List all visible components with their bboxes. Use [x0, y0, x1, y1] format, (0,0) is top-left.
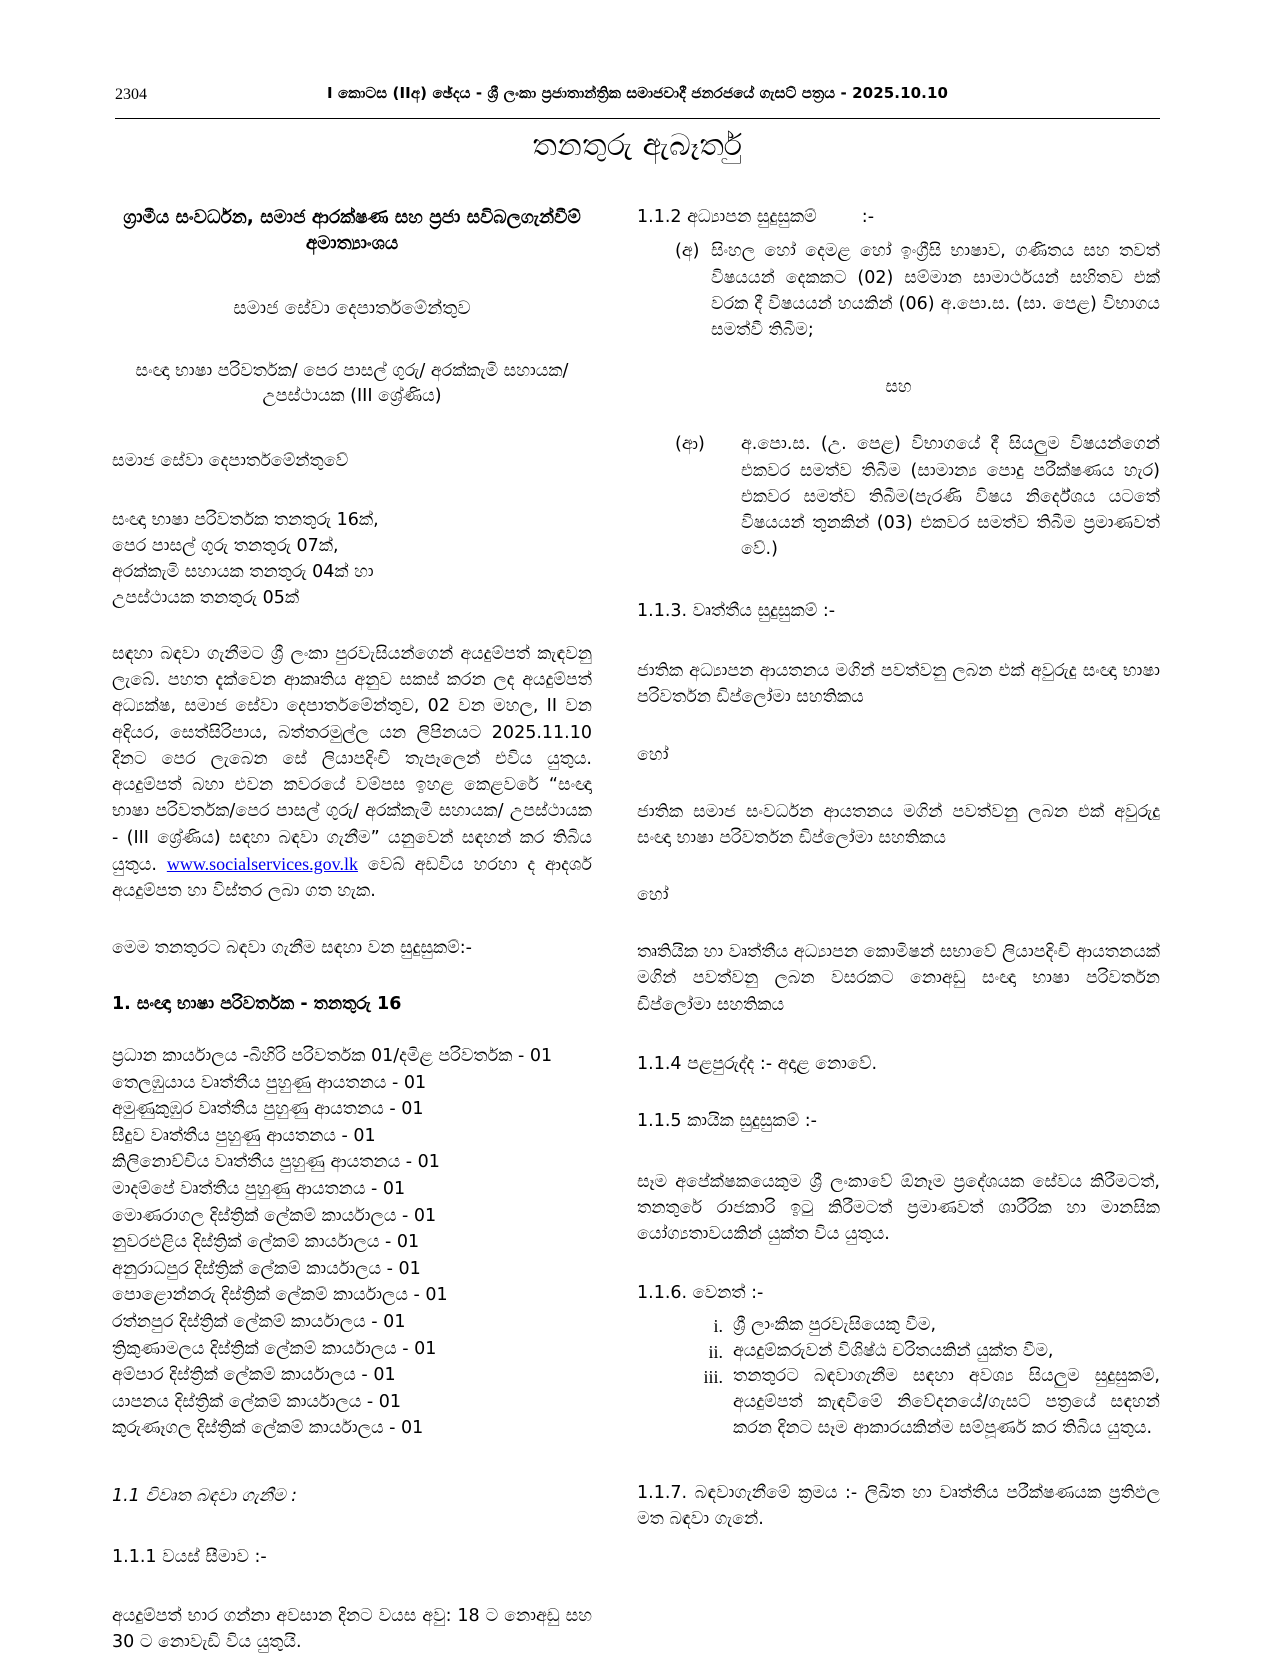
page-number: 2304 [115, 86, 147, 103]
department-heading: සමාජ සේවා දෙපාර්තමේන්තුව [233, 297, 471, 319]
post-titles: සංඥා භාෂා පරිවර්තක/ පෙර පාසල් ගුරු/ අරක්කැමි සහායක/ උපස්ථායක (III ශ්‍රේණිය) [135, 361, 569, 407]
list-item: සීදුව වෘත්තීය පුහුණු ආයතනය - 01 [112, 1125, 376, 1146]
application-text-part2: වෙබ් අඩවිය හරහා ද ආදර්ශ අයදුම්පත හා විස්තර ලබා ගත හැක. [112, 854, 592, 902]
section-1-1-5-heading: 1.1.5 කායික සුදුසුකම් :- [637, 1111, 817, 1132]
section-1-1-4: 1.1.4 පළපුරුද්ද :- අදාළ නොවේ. [637, 1053, 878, 1074]
list-item: පොළොන්නරු දිස්ත්‍රික් ලේකම් කාර්යාලය - 01 [112, 1285, 448, 1306]
list-item [637, 431, 1160, 562]
conjunction-or-1: හෝ [637, 744, 669, 765]
list-item: කිලිනොච්චිය වෘත්තීය පුහුණු ආයතනය - 01 [112, 1152, 440, 1173]
section-1-1-2-label: 1.1.2 අධ්‍යාපන සුදුසුකම් [637, 207, 817, 227]
list-item [637, 238, 1160, 343]
list-item: ප්‍රධාන කාර්යාලය -බිහිරි පරිවර්තක 01/දමිළ පරිවර්තක - 01 [112, 1046, 553, 1067]
section-1-1-1-heading: 1.1.1 වයස් සීමාව :- [112, 1547, 267, 1568]
professional-qualification-1: ජාතික අධ්‍යාපන ආයතනය මගින් පවත්වනු ලබන එක් අවුරුදු සංඥා භාෂා පරිවර්තන ඩිප්ලෝමා සහතිකය [637, 661, 1160, 708]
other-requirements-list [637, 1313, 1160, 1442]
education-qualification-list-2 [637, 431, 1160, 562]
section-1-1-7: 1.1.7. බඳවාගැනීමේ ක්‍රමය :- ලිඛිත හා වෘත්තීය පරීක්ෂණයක ප්‍රතිඵල මත බඳවා ගැනේ. [637, 1483, 1160, 1530]
left-column [112, 205, 592, 1655]
section-1-1-6-heading: 1.1.6. වෙනත් :- [637, 1283, 764, 1304]
item-marker: i. [713, 1315, 723, 1336]
item-text: තනතුරට බඳවාගැනීම සඳහා අවශ්‍ය සියලුම සුදුසුකම්, අයදුම්පත් කැඳවීමේ නිවේදනයේ/ගැසට් පත්‍රයේ සඳහන් කරන දිනට සෑම ආකාරයකින්ම සම්පූර්ණ කර තිබිය යුතුය. [733, 1366, 1160, 1439]
running-title: I කොටස (IIඅ) ඡේදය - ශ්‍රී ලංකා ප්‍රජාතාන්ත්‍රික සමාජවාදී ජනරජයේ ගැසට් පත්‍රය - 2025.10.10 [326, 84, 949, 102]
physical-qualification-text: සෑම අපේක්ෂකයෙකුම ශ්‍රී ලංකාවේ ඕනෑම ප්‍රදේශයක සේවය කිරීමටත්, තනතුරේ රාජකාරි ඉටු කිරීමටත් ප්‍රමාණවත් ශාරීරික හා මානසික යෝග්‍යතාවයකින් යුක්ත විය යුතුය. [637, 1171, 1160, 1244]
vacancy-counts [112, 507, 592, 611]
list-item: රත්නපුර දිස්ත්‍රික් ලේකම් කාර්යාලය - 01 [112, 1312, 406, 1333]
ministry-heading: ග්‍රාමීය සංවර්ධන, සමාජ ආරක්ෂණ සහ ප්‍රජා සවිබලගැන්වීම් අමාත්‍යාංශය [123, 207, 581, 255]
section-1-1-2-heading [637, 205, 1160, 230]
section-1-heading: 1. සංඥා භාෂා පරිවර්තක - තනතුරු 16 [112, 993, 402, 1014]
application-instructions [112, 641, 592, 905]
list-item [637, 1339, 1160, 1365]
conjunction-and: සහ [885, 377, 912, 398]
item-text: අයදුම්කරුවන් විශිෂ්ඨ චරිතයකින් යුක්ත වීම, [733, 1340, 1054, 1361]
list-item [637, 1364, 1160, 1442]
application-text-part1: සඳහා බඳවා ගැනීමට ශ්‍රී ලංකා පුරවැසියන්ගෙන් අයදුම්පත් කැඳවනු ලැබේ. පහත දැක්වෙන ආකෘතිය අනුව සකස් කරන ලද අයදුම්පත් අධ්‍යක්ෂ, සමාජ සේවා දෙපාර්තමේන්තුව, 02 වන මහල, II වන අදියර, සෙත්සිරිපාය, බත්තරමුල්ල යන ලිපිනයට 2025.11.10 දිනට පෙර ලැබෙන සේ ලියාපදිංචි තැපෑලෙන් එවිය යුතුය. අයදුම්පත් බහා එවන කවරයේ වම්පස ඉහළ කෙළවරේ “සංඥා භාෂා පරිවර්තක/පෙර පාසල් ගුරු/ අරක්කැමි සහායක/ උපස්ථායක - (III ශ්‍රේණිය) සඳහා බඳවා ගැනීම” යනුවෙන් සඳහන් කර තිබිය යුතුය. [112, 643, 592, 875]
item-marker: (ආ) [675, 434, 705, 455]
item-text: අ.පො.ස. (උ. පෙළ) විභාගයේ දී සියලුම විෂයන්ගෙන් එකවර සමත්ව තිබීම (සාමාන්‍ය පොදු පරීක්ෂණය හැර) එකවර සමත්ව තිබීම(පැරණි විෂය නිර්දේශය යටතේ විෂයයන් තුනකින් (03) එකවර සමත්ව තිබීම ප්‍රමාණවත් වේ.) [741, 434, 1160, 560]
list-item: අනුරාධපුර දිස්ත්‍රික් ලේකම් කාර්යාලය - 01 [112, 1258, 421, 1279]
website-link[interactable]: www.socialservices.gov.lk [166, 853, 358, 874]
list-item [637, 1313, 1160, 1339]
header-divider [115, 118, 1160, 119]
professional-qualification-2: ජාතික සමාජ සංවර්ධන ආයතනය මගින් පවත්වනු ලබන එක් අවුරුදු සංඥා භාෂා පරිවර්තන ඩිප්ලෝමා සහතිකය [637, 801, 1160, 848]
item-marker: (අ) [675, 241, 700, 262]
vacancy-count-line: සංඥා භාෂා පරිවර්තක තනතුරු 16ක්, [112, 509, 379, 530]
item-marker: iii. [703, 1367, 723, 1388]
list-item: ත්‍රිකුණාමලය දිස්ත්‍රික් ලේකම් කාර්යාලය - 01 [112, 1338, 437, 1359]
list-item: අම්පාර දිස්ත්‍රික් ලේකම් කාර්යාලය - 01 [112, 1365, 396, 1386]
section-1-1-3-heading: 1.1.3. වෘත්තීය සුදුසුකම් :- [637, 600, 836, 621]
vacancy-count-line: අරක්කැමි සහායක තනතුරු 04ක් හා [112, 561, 374, 582]
item-marker: ii. [708, 1341, 723, 1362]
list-item: මාදම්පේ වෘත්තීය පුහුණු ආයතනය - 01 [112, 1179, 406, 1200]
page-title: තනතුරු ඇබෑර්තු [532, 128, 743, 163]
vacancy-count-line: උපස්ථායක තනතුරු 05ක් [112, 587, 300, 608]
age-limit-text: අයදුම්පත් භාර ගන්නා අවසාන දිනට වයස අවු: 18 ට නොඅඩු සහ 30 ට නොවැඩි විය යුතුයි. [112, 1605, 592, 1653]
item-text: ශ්‍රී ලාංකික පුරවැසියෙකු වීම, [733, 1314, 937, 1335]
running-head [115, 84, 1160, 110]
list-item: අමුණුකුඹුර වෘත්තීය පුහුණු ආයතනය - 01 [112, 1099, 424, 1120]
professional-qualification-3: තෘතියික හා වෘත්තීය අධ්‍යාපන කොමිෂන් සභාවේ ලියාපදිංචි ආයතනයක් මගින් පවත්වනු ලබන වසරකට නොඅඩු සංඥා භාෂා පරිවර්තන ඩිප්ලෝමා සහතිකය [637, 942, 1160, 1015]
right-column [637, 205, 1160, 1533]
list-item: යාපනය දිස්ත්‍රික් ලේකම් කාර්යාලය - 01 [112, 1391, 402, 1412]
conjunction-or-2: හෝ [637, 885, 669, 905]
department-location: සමාජ සේවා දෙපාර්තමේන්තුවේ [112, 451, 349, 472]
section-1-1-heading: 1.1 විවෘත බඳවා ගැනීම : [112, 1486, 298, 1507]
section-1-1-2-colon: :- [861, 207, 875, 227]
list-item: කුරුණෑගල දිස්ත්‍රික් ලේකම් කාර්යාලය - 01 [112, 1418, 424, 1439]
item-text: සිංහල හෝ දෙමළ හෝ ඉංග්‍රීසි භාෂාව, ගණිතය සහ තවත් විෂයයන් දෙකකට (02) සම්මාන සාමාර්ථයන් සහිතව එක් වරක දී විෂයයන් හයකින් (06) අ.පො.ස. (සා. පෙළ) විභාගය සමත්වී තිබීම; [711, 241, 1160, 341]
list-item: නුවරඑළිය දිස්ත්‍රික් ලේකම් කාර්යාලය - 01 [112, 1232, 420, 1253]
list-item: මොණරාගල දිස්ත්‍රික් ලේකම් කාර්යාලය - 01 [112, 1205, 437, 1226]
list-item: තෙලඹුයාය වෘත්තීය පුහුණු ආයතනය - 01 [112, 1072, 427, 1093]
education-qualification-list [637, 238, 1160, 343]
vacancy-count-line: පෙර පාසල් ගුරු තනතුරු 07ක්, [112, 535, 339, 556]
office-vacancy-list [112, 1043, 592, 1442]
qualifications-lead-in: මෙම තනතුරට බඳවා ගැනීම සඳහා වන සුදුසුකම්:- [112, 938, 472, 959]
